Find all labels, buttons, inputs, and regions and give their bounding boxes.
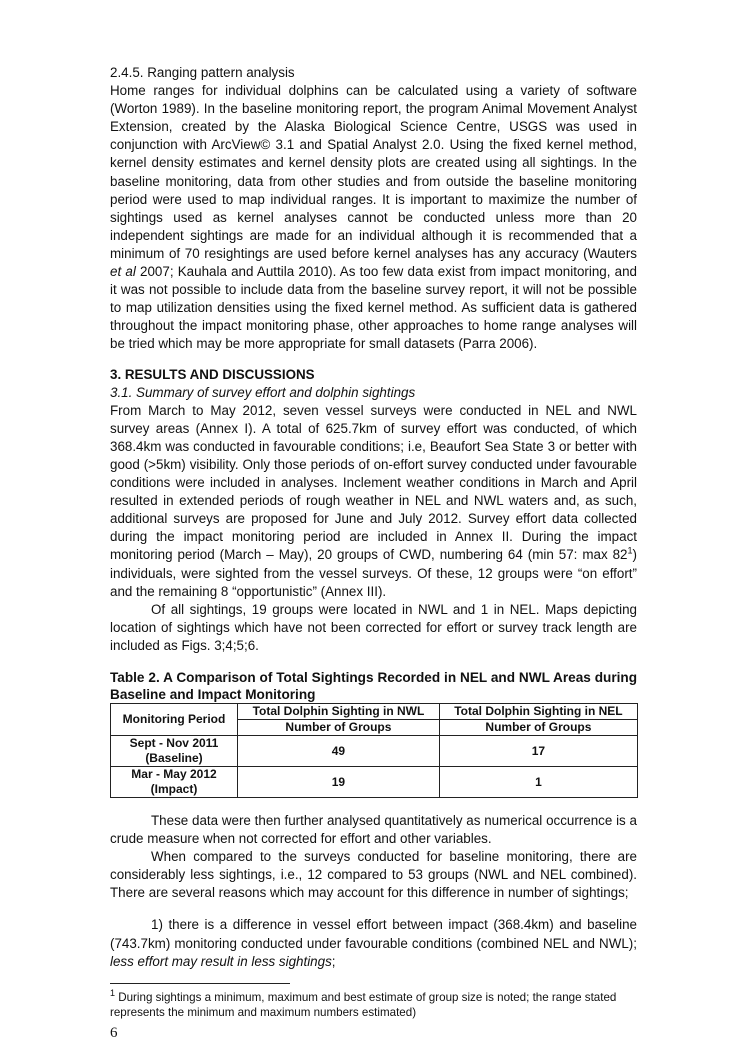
paragraph-text: ; bbox=[331, 953, 336, 969]
paragraph-sighting-locations: Of all sightings, 19 groups were located in NWL and 1 in NEL. Maps depicting location of sightings which have not been corrected for effort or survey track length are included as Figs. 3;4;5;6. bbox=[110, 601, 637, 653]
paragraph-analysis: These data were then further analysed quantitatively as numerical occurrence is a crude measure when not corrected for effort and other variables. bbox=[110, 813, 637, 847]
paragraph-italic-text: less effort may result in less sightings bbox=[110, 953, 332, 969]
table-row bbox=[111, 736, 638, 767]
table-cell-period bbox=[111, 736, 238, 767]
footnote-mark: 1 bbox=[110, 987, 116, 998]
table-cell-period bbox=[111, 767, 238, 798]
paragraph-ranging bbox=[110, 82, 637, 353]
section-heading-ranging: 2.4.5. Ranging pattern analysis bbox=[110, 65, 295, 80]
table-cell-nwl: 49 bbox=[238, 736, 440, 767]
footnote-reference: 1 bbox=[627, 545, 633, 556]
paragraph-text: 1) there is a difference in vessel effort between impact (368.4km) and baseline (743.7km) monitoring conducted under favourable conditions (combined NEL and NWL); bbox=[110, 917, 637, 951]
period-label: Sept - Nov 2011 bbox=[129, 736, 219, 750]
table-cell-nel: 17 bbox=[439, 736, 637, 767]
sightings-table bbox=[110, 703, 638, 798]
paragraph-text: 2007; Kauhala and Auttila 2010). As too few data exist from impact monitoring, and it was not possible to include data from the baseline survey report, it will not be possible to map utilization densities using the fixed kernel method. As sufficient data is gathered throughout the impact monitoring phase, other approaches to home range analyses will be tried which may be more appropriate for small datasets (Parra 2006). bbox=[110, 264, 638, 352]
period-sublabel: (Baseline) bbox=[145, 751, 203, 765]
paragraph-text: From March to May 2012, seven vessel surveys were conducted in NEL and NWL survey areas (Annex I). A total of 625.7km of survey effort was conducted, of which 368.4km was conducted in favourable conditions; i.e, Beaufort Sea State 3 or better with good (>5km) visibility. Only those periods of on-effort survey conducted under favourable conditions were included in analyses. Inclement weather conditions in March and April resulted in extended periods of rough weather in NEL and NWL waters and, as such, additional surveys are proposed for June and July 2012. Survey effort data collected during the impact monitoring period are included in Annex II. During the impact monitoring period (March – May), 20 groups of CWD, numbering 64 (min 57: max 82 bbox=[110, 402, 637, 563]
paragraph-text: ) individuals, were sighted from the vessel surveys. Of these, 12 groups were “on effort” and the remaining 8 “opportunistic” (Annex III). bbox=[110, 547, 637, 599]
table-subheader-nwl: Number of Groups bbox=[238, 720, 440, 736]
table-subheader-nel: Number of Groups bbox=[439, 720, 637, 736]
footnote bbox=[110, 987, 637, 1020]
paragraph-reason-1 bbox=[110, 916, 637, 970]
table-cell-nel: 1 bbox=[439, 767, 637, 798]
document-page bbox=[110, 64, 637, 1042]
subsection-heading-summary: 3.1. Summary of survey effort and dolphin sightings bbox=[110, 384, 416, 400]
section-heading-results: 3. RESULTS AND DISCUSSIONS bbox=[110, 366, 315, 382]
table-caption: Table 2. A Comparison of Total Sightings Recorded in NEL and NWL Areas during Baseline and Impact Monitoring bbox=[110, 670, 637, 702]
page-number: 6 bbox=[110, 1024, 118, 1041]
table-header-row bbox=[111, 704, 638, 720]
footnote-text: During sightings a minimum, maximum and best estimate of group size is noted; the range stated represents the minimum and maximum numbers estimated) bbox=[110, 990, 617, 1019]
paragraph-text: Home ranges for individual dolphins can be calculated using a variety of software (Worton 1989). In the baseline monitoring report, the program Animal Movement Analyst Extension, created by the Alaska Biological Science Centre, USGS was used in conjunction with ArcView© 3.1 and Spatial Analyst 2.0. Using the fixed kernel method, kernel density estimates and kernel density plots are created using all sightings. In the baseline monitoring, data from other studies and from outside the baseline monitoring period were used to map individual ranges. It is important to maximize the number of sightings used as kernel analyses cannot be conducted unless more than 20 independent sightings are made for an individual although it is recommended that a minimum of 70 resightings are used before kernel analyses has any accuracy (Wauters bbox=[110, 83, 637, 261]
table-header-nel: Total Dolphin Sighting in NEL bbox=[439, 704, 637, 720]
period-sublabel: (Impact) bbox=[150, 782, 198, 796]
paragraph-comparison: When compared to the surveys conducted for baseline monitoring, there are considerably less sightings, i.e., 12 compared to 53 groups (NWL and NEL combined). There are several reasons which may account for this difference in number of sightings; bbox=[110, 849, 637, 901]
table-cell-nwl: 19 bbox=[238, 767, 440, 798]
paragraph-survey-effort bbox=[110, 402, 637, 601]
period-label: Mar - May 2012 bbox=[131, 767, 217, 781]
footnote-divider bbox=[110, 983, 290, 984]
paragraph-italic-text: et al bbox=[110, 264, 136, 280]
table-row bbox=[111, 767, 638, 798]
table-header-nwl: Total Dolphin Sighting in NWL bbox=[238, 704, 440, 720]
table-header-period: Monitoring Period bbox=[111, 704, 238, 736]
